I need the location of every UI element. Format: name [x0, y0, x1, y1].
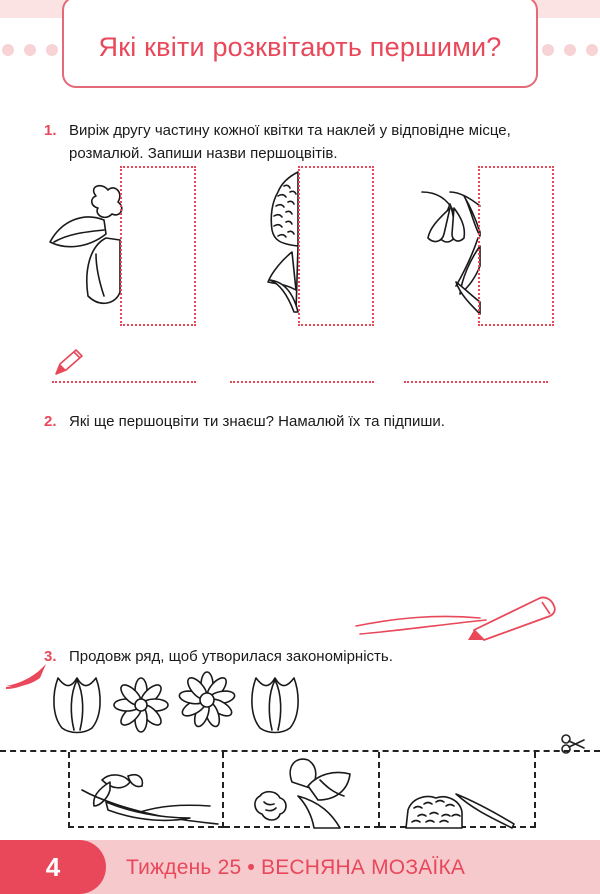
footer-topic: ВЕСНЯНА МОЗАЇКА: [260, 856, 466, 879]
answer-line-2[interactable]: [230, 381, 374, 383]
snowdrop-half-drawing: [420, 186, 484, 316]
tulip-pattern-2: [246, 668, 304, 736]
page-title: Які квіти розквітають першими?: [98, 32, 502, 62]
snowdrop-piece-drawing: [80, 766, 220, 828]
task-2-text: Які ще першоцвіти ти знаєш? Намалюй їх та підпиши.: [69, 413, 445, 430]
tulip-pattern-1: [48, 668, 106, 736]
scissors-icon: [560, 734, 586, 754]
task-1-text: Виріж другу частину кожної квітки та наклей у відповідне місце, розмалюй. Запиши назви першоцвітів.: [69, 122, 511, 162]
task-3-text: Продовж ряд, щоб утворилася закономірність.: [69, 648, 393, 665]
answer-line-3[interactable]: [404, 381, 548, 383]
footer-separator: •: [241, 856, 261, 879]
task-2-number: 2.: [44, 413, 57, 430]
arrow-icon: [4, 660, 48, 692]
hyacinth-piece-drawing: [396, 790, 516, 828]
answer-line-1[interactable]: [52, 381, 196, 383]
daisy-pattern-2: [176, 670, 238, 736]
cutout-slot-3[interactable]: [478, 166, 554, 326]
cutout-slot-2[interactable]: [298, 166, 374, 326]
task-3-number: 3.: [44, 648, 57, 665]
page-number: 4: [45, 852, 61, 882]
footer-caption: [126, 856, 465, 880]
cutout-slot-1[interactable]: [120, 166, 196, 326]
hyacinth-half-drawing: [262, 172, 302, 312]
large-pencil-icon: [356, 594, 560, 644]
footer-week: Тиждень 25: [126, 856, 242, 879]
drawing-area[interactable]: [44, 440, 556, 620]
narcissus-half-drawing: [44, 184, 124, 314]
task-1-number: 1.: [44, 122, 57, 139]
daisy-pattern-1: [112, 676, 170, 734]
pencil-icon: [52, 348, 84, 376]
narcissus-piece-drawing: [248, 756, 358, 828]
